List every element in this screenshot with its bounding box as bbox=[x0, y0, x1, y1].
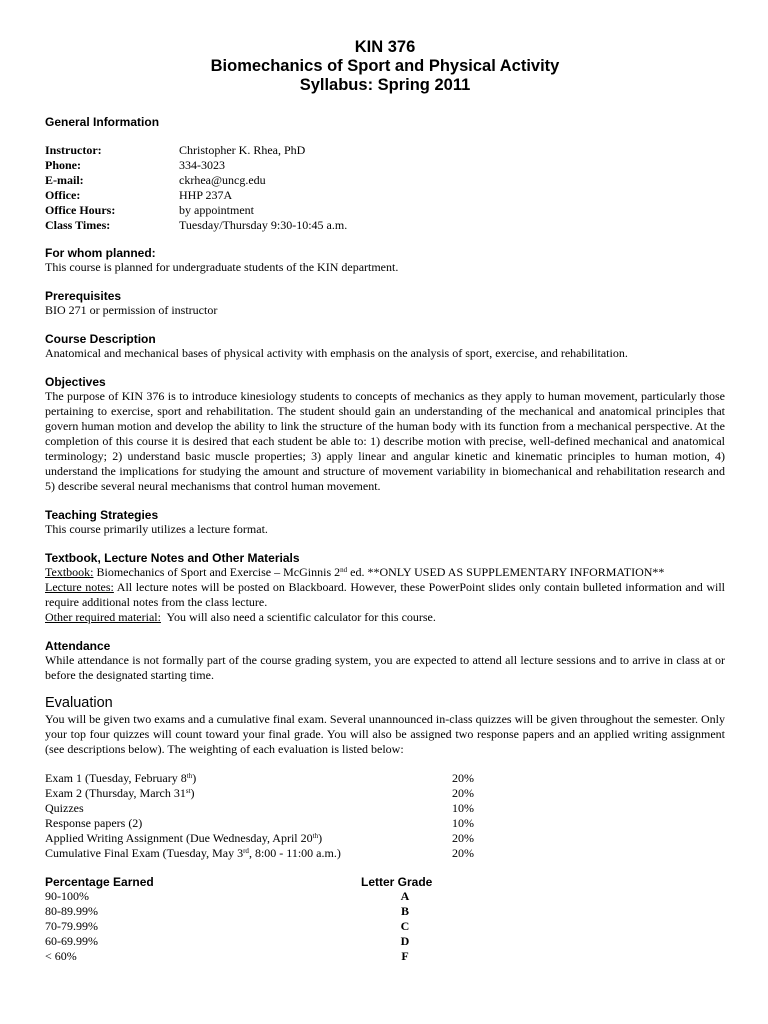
grade-letter: B bbox=[400, 904, 409, 918]
evaluation-item-sup: th bbox=[312, 832, 319, 840]
instructor-label: Instructor: bbox=[45, 143, 102, 157]
evaluation-item bbox=[45, 786, 725, 801]
grade-letter: F bbox=[401, 949, 409, 963]
lecture-notes-line bbox=[45, 580, 725, 610]
evaluation-item-label: Response papers (2) bbox=[45, 816, 143, 830]
evaluation-item-label: Quizzes bbox=[45, 801, 84, 815]
evaluation-item-label-end: ) bbox=[318, 831, 323, 845]
evaluation-item bbox=[45, 801, 725, 816]
evaluation-text: You will be given two exams and a cumulative final exam. Several unannounced in-class quizzes will be given throughout the semester. Only your top four quizzes will count toward your final grade. You will also be assigned two response papers and an applied writing assignment (see descriptions below). The weighting of each evaluation is listed below: bbox=[45, 712, 725, 756]
attendance-heading: Attendance bbox=[45, 639, 111, 653]
grade-scale-table bbox=[45, 889, 725, 964]
phone-label: Phone: bbox=[45, 158, 81, 172]
evaluation-heading: Evaluation bbox=[45, 695, 113, 711]
teaching-strategies-heading: Teaching Strategies bbox=[45, 508, 159, 522]
lecture-notes-label: Lecture notes: bbox=[45, 580, 114, 594]
class-times-label: Class Times: bbox=[45, 218, 111, 232]
course-code: KIN 376 bbox=[354, 38, 416, 56]
evaluation-weights bbox=[45, 771, 725, 861]
grade-row bbox=[45, 934, 725, 949]
textbook-label: Textbook: bbox=[45, 565, 94, 579]
class-times-row bbox=[45, 218, 725, 233]
textbook-title: Biomechanics of Sport and Exercise – McGinnis 2 bbox=[93, 565, 341, 579]
objectives-text: The purpose of KIN 376 is to introduce kinesiology students to concepts of mechanics as they apply to human movement, particularly those pertaining to exercise, sport and rehabilitation. The student should gain an understanding of the mechanical and anatomical principles that govern human motion and develop the ability to link the structure of the human body with its function from a mechanical perspective. At the completion of this course it is desired that each student be able to: 1) describe motion with precise, well-defined mechanical and anatomical terminology; 2) understand basic muscle properties; 3) apply linear and angular kinetic and kinematic principles to human motion, 4) understand the implications for studying the amount and structure of movement variability in biomechanical and rehabilitation research and 5) describe several neural mechanisms that control human movement. bbox=[45, 389, 725, 493]
attendance-text: While attendance is not formally part of the course grading system, you are expected to attend all lecture sessions and to arrive in class at or before the designated starting time. bbox=[45, 653, 725, 682]
office-row bbox=[45, 188, 725, 203]
evaluation-item-sup: rd bbox=[243, 847, 249, 855]
percentage-earned-heading: Percentage Earned bbox=[45, 875, 154, 889]
grade-letter: A bbox=[400, 889, 410, 903]
textbook-note: ed. **ONLY USED AS SUPPLEMENTARY INFORMATION** bbox=[347, 565, 665, 579]
course-name: Biomechanics of Sport and Physical Activity bbox=[210, 57, 560, 75]
email-row bbox=[45, 173, 725, 188]
evaluation-item-label-end: , 8:00 - 11:00 a.m.) bbox=[248, 846, 341, 860]
office-hours-value: by appointment bbox=[179, 203, 254, 217]
syllabus-page bbox=[45, 38, 725, 964]
evaluation-item-label: Exam 1 (Tuesday, February 8 bbox=[45, 771, 187, 785]
syllabus-term: Syllabus: Spring 2011 bbox=[299, 76, 471, 94]
grade-letter: C bbox=[400, 919, 410, 933]
email-label: E-mail: bbox=[45, 173, 84, 187]
grade-letter: D bbox=[400, 934, 410, 948]
evaluation-item-sup: st bbox=[185, 787, 191, 795]
evaluation-item-weight: 10% bbox=[452, 816, 474, 830]
evaluation-item-label: Applied Writing Assignment (Due Wednesday, April 20 bbox=[45, 831, 313, 845]
grade-row bbox=[45, 904, 725, 919]
evaluation-item bbox=[45, 771, 725, 786]
instructor-row bbox=[45, 143, 725, 158]
grade-row bbox=[45, 889, 725, 904]
evaluation-item-label: Exam 2 (Thursday, March 31 bbox=[45, 786, 186, 800]
course-description-heading: Course Description bbox=[45, 332, 156, 346]
office-value: HHP 237A bbox=[179, 188, 233, 202]
grade-row bbox=[45, 949, 725, 964]
lecture-notes-text: All lecture notes will be posted on Blackboard. However, these PowerPoint slides only contain bulleted information and will require additional notes from the class lecture. bbox=[45, 580, 725, 609]
evaluation-item bbox=[45, 831, 725, 846]
prerequisites-text: BIO 271 or permission of instructor bbox=[45, 303, 218, 317]
phone-row bbox=[45, 158, 725, 173]
general-information-heading: General Information bbox=[45, 115, 160, 129]
document-title bbox=[45, 38, 725, 95]
other-material-text: You will also need a scientific calculator for this course. bbox=[160, 610, 436, 624]
grade-row bbox=[45, 919, 725, 934]
materials-heading: Textbook, Lecture Notes and Other Materials bbox=[45, 551, 300, 565]
office-hours-row bbox=[45, 203, 725, 218]
teaching-strategies-text: This course primarily utilizes a lecture format. bbox=[45, 522, 268, 536]
class-times-value: Tuesday/Thursday 9:30-10:45 a.m. bbox=[179, 218, 348, 232]
instructor-value: Christopher K. Rhea, PhD bbox=[179, 143, 306, 157]
office-hours-label: Office Hours: bbox=[45, 203, 116, 217]
prerequisites-heading: Prerequisites bbox=[45, 289, 122, 303]
general-information-table bbox=[45, 143, 725, 233]
evaluation-item-sup: th bbox=[186, 772, 193, 780]
evaluation-item-weight: 20% bbox=[452, 831, 474, 845]
evaluation-item-weight: 20% bbox=[452, 771, 474, 785]
grade-range: 90-100% bbox=[45, 889, 89, 903]
course-description-text: Anatomical and mechanical bases of physical activity with emphasis on the analysis of sport, exercise, and rehabilitation. bbox=[45, 346, 628, 360]
other-material-label: Other required material: bbox=[45, 610, 161, 624]
evaluation-item-label-end: ) bbox=[190, 786, 195, 800]
whom-planned-text: This course is planned for undergraduate students of the KIN department. bbox=[45, 260, 399, 274]
grade-range: 60-69.99% bbox=[45, 934, 98, 948]
grade-range: 80-89.99% bbox=[45, 904, 98, 918]
other-material-line bbox=[45, 610, 725, 625]
evaluation-item-weight: 20% bbox=[452, 846, 474, 860]
grade-range: 70-79.99% bbox=[45, 919, 98, 933]
evaluation-item bbox=[45, 846, 725, 861]
office-label: Office: bbox=[45, 188, 81, 202]
textbook-edition-sup: nd bbox=[340, 566, 348, 574]
grade-range: < 60% bbox=[45, 949, 77, 963]
whom-planned-heading: For whom planned: bbox=[45, 246, 156, 260]
grade-scale-header bbox=[45, 875, 725, 889]
phone-value: 334-3023 bbox=[179, 158, 225, 172]
letter-grade-heading: Letter Grade bbox=[361, 875, 433, 889]
email-value: ckrhea@uncg.edu bbox=[179, 173, 266, 187]
evaluation-item-weight: 10% bbox=[452, 801, 474, 815]
evaluation-item-weight: 20% bbox=[452, 786, 474, 800]
textbook-line bbox=[45, 565, 725, 580]
evaluation-item-label: Cumulative Final Exam (Tuesday, May 3 bbox=[45, 846, 244, 860]
objectives-heading: Objectives bbox=[45, 375, 106, 389]
evaluation-item-label-end: ) bbox=[192, 771, 197, 785]
evaluation-item bbox=[45, 816, 725, 831]
